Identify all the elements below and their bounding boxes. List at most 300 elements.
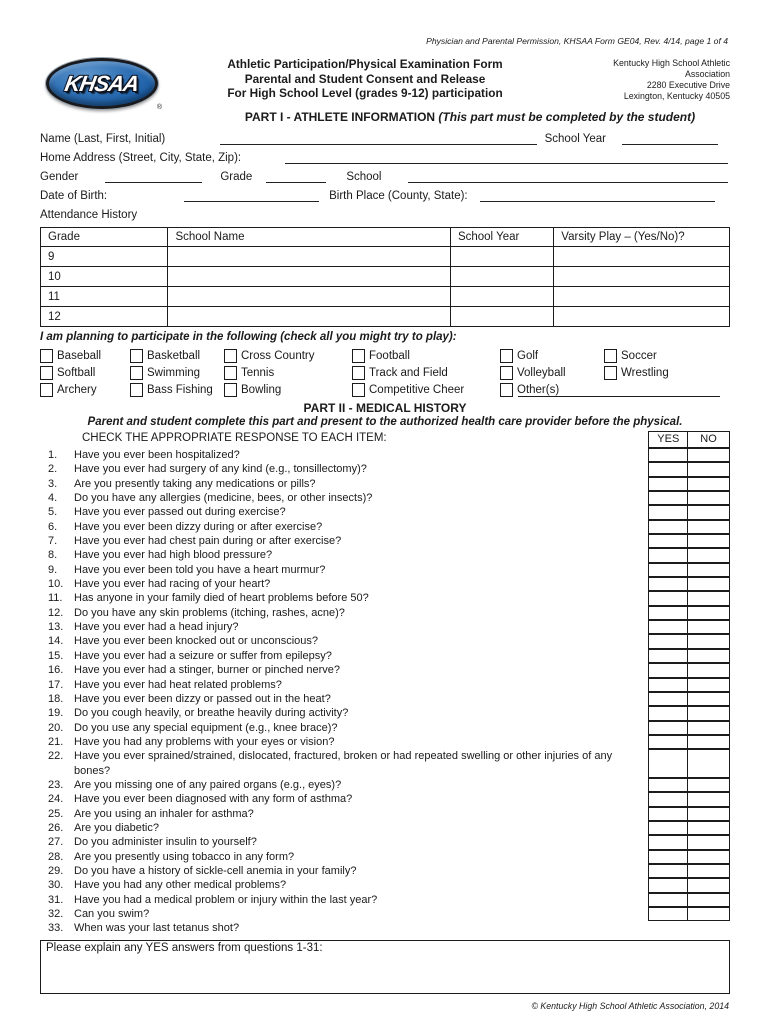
question-row bbox=[40, 477, 730, 491]
birth-place-label: Birth Place (County, State): bbox=[329, 190, 468, 202]
checkbox[interactable] bbox=[500, 383, 513, 397]
attendance-header-varsity: Varsity Play – (Yes/No)? bbox=[554, 228, 730, 247]
question-number: 31. bbox=[48, 893, 64, 906]
sport-option-wrestling bbox=[604, 364, 730, 381]
attendance-grade-cell: 10 bbox=[41, 267, 168, 287]
question-text: When was your last tetanus shot? bbox=[74, 922, 240, 935]
yes-answer-cell[interactable] bbox=[648, 563, 688, 577]
question-number: 30. bbox=[48, 879, 64, 892]
spacer bbox=[687, 921, 730, 935]
yes-answer-cell[interactable] bbox=[648, 792, 688, 806]
question-text: Do you have a history of sickle-cell anemia in your family? bbox=[74, 864, 357, 877]
question-row bbox=[40, 821, 730, 835]
birth-place-input-line[interactable] bbox=[480, 201, 715, 202]
question-number: 20. bbox=[48, 721, 64, 734]
no-answer-cell[interactable] bbox=[687, 821, 730, 835]
sports-column bbox=[40, 347, 130, 398]
no-answer-cell[interactable] bbox=[687, 620, 730, 634]
attendance-history-label: Attendance History bbox=[40, 209, 138, 221]
question-row bbox=[40, 735, 730, 749]
question-text: Have you ever been hospitalized? bbox=[74, 449, 240, 461]
checkbox[interactable] bbox=[130, 383, 143, 397]
gender-input-line[interactable] bbox=[105, 182, 202, 183]
question-text: Do you have any skin problems (itching, rashes, acne)? bbox=[74, 606, 345, 619]
attendance-history-row bbox=[40, 204, 730, 223]
question-row bbox=[40, 491, 730, 505]
school-input-line[interactable] bbox=[408, 182, 729, 183]
question-number: 5. bbox=[48, 506, 58, 519]
sport-label: Baseball bbox=[57, 349, 102, 362]
sport-label: Tennis bbox=[241, 366, 275, 379]
question-number: 10. bbox=[48, 578, 64, 591]
sport-label: Golf bbox=[517, 349, 539, 362]
yes-answer-cell[interactable] bbox=[648, 893, 688, 907]
question-row bbox=[40, 505, 730, 519]
question-text: Can you swim? bbox=[74, 908, 150, 920]
question-number: 9. bbox=[48, 563, 58, 576]
question-text: Have you ever passed out during exercise? bbox=[74, 506, 286, 519]
attendance-row bbox=[41, 267, 730, 287]
sport-label: Volleyball bbox=[517, 366, 566, 379]
attendance-grade-cell: 9 bbox=[41, 247, 168, 267]
question-row bbox=[40, 864, 730, 878]
question-text: Have you ever had a head injury? bbox=[74, 621, 239, 634]
no-answer-cell[interactable] bbox=[687, 706, 730, 720]
sport-label: Bowling bbox=[241, 383, 282, 396]
name-row bbox=[40, 128, 730, 147]
attendance-grade-cell: 11 bbox=[41, 287, 168, 307]
question-row bbox=[40, 520, 730, 534]
spacer bbox=[648, 921, 688, 935]
question-text: Have you had any other medical problems? bbox=[74, 879, 287, 892]
sport-option-soccer bbox=[604, 347, 730, 364]
yes-answer-cell[interactable] bbox=[648, 548, 688, 562]
form-meta-line: Physician and Parental Permission, KHSAA Form GE04, Rev. 4/14, page 1 of 4 bbox=[426, 36, 728, 46]
dob-input-line[interactable] bbox=[184, 201, 319, 202]
sport-option-cross-country bbox=[224, 347, 352, 364]
question-number: 1. bbox=[48, 449, 58, 461]
question-text: Are you missing one of any paired organs (e.g., eyes)? bbox=[74, 778, 342, 791]
attendance-table-body bbox=[41, 247, 730, 327]
response-header-row bbox=[40, 431, 730, 448]
sport-label: Archery bbox=[57, 383, 97, 396]
sport-label: Competitive Cheer bbox=[369, 383, 465, 396]
question-text: Have you ever been told you have a heart murmur? bbox=[74, 563, 326, 576]
question-text: Are you using an inhaler for asthma? bbox=[74, 807, 254, 820]
question-number: 23. bbox=[48, 778, 64, 791]
no-answer-cell[interactable] bbox=[687, 462, 730, 476]
question-number: 26. bbox=[48, 821, 64, 834]
yes-answer-cell[interactable] bbox=[648, 620, 688, 634]
no-answer-cell[interactable] bbox=[687, 878, 730, 892]
question-text: Do you administer insulin to yourself? bbox=[74, 836, 257, 849]
yes-answer-cell[interactable] bbox=[648, 606, 688, 620]
sport-label: Basketball bbox=[147, 349, 201, 362]
checkbox[interactable] bbox=[500, 349, 513, 363]
checkbox[interactable] bbox=[224, 349, 237, 363]
attendance-input-cell[interactable] bbox=[168, 267, 450, 287]
sports-instruction: I am planning to participate in the following (check all you might try to play): bbox=[40, 331, 457, 343]
yes-answer-cell[interactable] bbox=[648, 520, 688, 534]
home-address-row bbox=[40, 147, 730, 166]
name-label: Name (Last, First, Initial) bbox=[40, 133, 166, 145]
attendance-row bbox=[41, 247, 730, 267]
sport-label: Football bbox=[369, 349, 410, 362]
explain-box[interactable] bbox=[40, 940, 730, 994]
yes-answer-cell[interactable] bbox=[648, 678, 688, 692]
sport-option-bass-fishing bbox=[130, 381, 224, 398]
yes-answer-cell[interactable] bbox=[648, 749, 688, 778]
copyright-notice: © Kentucky High School Athletic Association, 2014 bbox=[531, 1000, 729, 1011]
question-row bbox=[40, 778, 730, 792]
checkbox[interactable] bbox=[604, 349, 617, 363]
attendance-row bbox=[41, 307, 730, 327]
question-row bbox=[40, 878, 730, 892]
attendance-input-cell[interactable] bbox=[168, 307, 450, 327]
yes-answer-cell[interactable] bbox=[648, 491, 688, 505]
sport-label: Swimming bbox=[147, 366, 201, 379]
question-row bbox=[40, 534, 730, 548]
question-text: Have you ever been knocked out or unconscious? bbox=[74, 635, 318, 648]
attendance-input-cell[interactable] bbox=[168, 287, 450, 307]
question-text: Are you presently taking any medications or pills? bbox=[74, 477, 316, 490]
question-number: 13. bbox=[48, 621, 64, 634]
attendance-header-school-name: School Name bbox=[168, 228, 450, 247]
question-row bbox=[40, 563, 730, 577]
sport-label: Soccer bbox=[621, 349, 657, 362]
no-answer-cell[interactable] bbox=[687, 534, 730, 548]
yes-column-header: YES bbox=[648, 431, 688, 448]
question-row bbox=[40, 921, 730, 935]
yes-answer-cell[interactable] bbox=[648, 692, 688, 706]
question-number: 33. bbox=[48, 922, 64, 935]
org-address-block bbox=[562, 56, 730, 102]
question-number: 12. bbox=[48, 606, 64, 619]
khsaa-logo-oval bbox=[46, 58, 158, 109]
question-row bbox=[40, 620, 730, 634]
explain-label: Please explain any YES answers from questions 1-31: bbox=[46, 941, 323, 954]
question-text: Are you presently using tobacco in any form? bbox=[74, 850, 295, 863]
question-number: 27. bbox=[48, 836, 64, 849]
question-row bbox=[40, 678, 730, 692]
question-row bbox=[40, 850, 730, 864]
question-text: Do you use any special equipment (e.g., knee brace)? bbox=[74, 721, 338, 734]
question-number: 17. bbox=[48, 678, 64, 691]
yes-answer-cell[interactable] bbox=[648, 835, 688, 849]
question-number: 32. bbox=[48, 908, 64, 920]
sport-option-swimming bbox=[130, 364, 224, 381]
yes-answer-cell[interactable] bbox=[648, 448, 688, 462]
question-number: 6. bbox=[48, 520, 58, 533]
question-text: Are you diabetic? bbox=[74, 821, 159, 834]
question-row bbox=[40, 462, 730, 476]
no-answer-cell[interactable] bbox=[687, 649, 730, 663]
checkbox[interactable] bbox=[40, 349, 53, 363]
attendance-grade-cell: 12 bbox=[41, 307, 168, 327]
attendance-input-cell[interactable] bbox=[450, 267, 553, 287]
khsaa-logo-text: KHSAA bbox=[63, 70, 141, 96]
part2-instruction: Parent and student complete this part and present to the authorized health care provider before the physical. bbox=[87, 416, 683, 428]
attendance-header-school-year: School Year bbox=[450, 228, 553, 247]
checkbox[interactable] bbox=[500, 366, 513, 380]
question-number: 15. bbox=[48, 649, 64, 662]
yes-answer-cell[interactable] bbox=[648, 864, 688, 878]
sports-column bbox=[352, 347, 500, 398]
question-number: 3. bbox=[48, 477, 58, 490]
question-row bbox=[40, 634, 730, 648]
question-row bbox=[40, 749, 730, 778]
yes-answer-cell[interactable] bbox=[648, 663, 688, 677]
no-answer-cell[interactable] bbox=[687, 663, 730, 677]
question-text: Have you had a medical problem or injury within the last year? bbox=[74, 893, 378, 906]
yes-answer-cell[interactable] bbox=[648, 878, 688, 892]
question-text: Have you ever had chest pain during or after exercise? bbox=[74, 535, 342, 548]
yes-answer-cell[interactable] bbox=[648, 634, 688, 648]
checkbox[interactable] bbox=[352, 349, 365, 363]
no-answer-cell[interactable] bbox=[687, 807, 730, 821]
no-answer-cell[interactable] bbox=[687, 634, 730, 648]
sports-grid bbox=[40, 347, 730, 398]
question-text: Has anyone in your family died of heart problems before 50? bbox=[74, 592, 369, 605]
question-row bbox=[40, 721, 730, 735]
org-line: Association bbox=[685, 69, 730, 79]
grade-input-line[interactable] bbox=[266, 182, 326, 183]
attendance-input-cell[interactable] bbox=[554, 307, 730, 327]
checkbox[interactable] bbox=[604, 366, 617, 380]
check-response-label: CHECK THE APPROPRIATE RESPONSE TO EACH ITEM: bbox=[82, 432, 387, 444]
attendance-input-cell[interactable] bbox=[554, 287, 730, 307]
others-input-line[interactable] bbox=[518, 396, 720, 397]
question-text: Have you ever had racing of your heart? bbox=[74, 578, 271, 591]
no-answer-cell[interactable] bbox=[687, 749, 730, 778]
school-label: School bbox=[346, 171, 382, 183]
yes-answer-cell[interactable] bbox=[648, 907, 688, 921]
attendance-input-cell[interactable] bbox=[554, 247, 730, 267]
form-title-block bbox=[168, 56, 562, 101]
school-year-label: School Year bbox=[544, 133, 606, 145]
sport-label: Other(s) bbox=[517, 383, 560, 396]
form-header bbox=[40, 56, 730, 109]
no-column-header: NO bbox=[687, 431, 730, 448]
checkbox[interactable] bbox=[224, 366, 237, 380]
sport-option-tennis bbox=[224, 364, 352, 381]
attendance-header-grade: Grade bbox=[41, 228, 168, 247]
question-number: 21. bbox=[48, 735, 64, 748]
form-title-line1: Athletic Participation/Physical Examination Form bbox=[227, 57, 503, 71]
yes-answer-cell[interactable] bbox=[648, 505, 688, 519]
question-row bbox=[40, 591, 730, 605]
question-text: Have you ever sprained/strained, dislocated, fractured, broken or had repeated swelling or other injuries of any bones? bbox=[74, 750, 613, 777]
sport-option-basketball bbox=[130, 347, 224, 364]
question-number: 2. bbox=[48, 463, 58, 476]
question-row bbox=[40, 663, 730, 677]
checkbox[interactable] bbox=[40, 366, 53, 380]
question-text: Have you ever been dizzy or passed out in the heat? bbox=[74, 692, 331, 705]
no-answer-cell[interactable] bbox=[687, 606, 730, 620]
registered-trademark-icon: ® bbox=[156, 104, 162, 111]
sport-label: Cross Country bbox=[241, 349, 315, 362]
question-number: 19. bbox=[48, 707, 64, 720]
yes-answer-cell[interactable] bbox=[648, 649, 688, 663]
org-line: 2280 Executive Drive bbox=[646, 80, 730, 90]
dob-birthplace-row bbox=[40, 185, 730, 204]
checkbox[interactable] bbox=[352, 366, 365, 380]
sport-option-track-and-field bbox=[352, 364, 500, 381]
yes-answer-cell[interactable] bbox=[648, 462, 688, 476]
checkbox[interactable] bbox=[130, 366, 143, 380]
yes-answer-cell[interactable] bbox=[648, 735, 688, 749]
question-text: Have you ever had heat related problems? bbox=[74, 678, 282, 691]
no-answer-cell[interactable] bbox=[687, 692, 730, 706]
no-answer-cell[interactable] bbox=[687, 893, 730, 907]
gender-grade-school-row bbox=[40, 166, 730, 185]
no-answer-cell[interactable] bbox=[687, 792, 730, 806]
no-answer-cell[interactable] bbox=[687, 520, 730, 534]
question-row bbox=[40, 835, 730, 849]
sport-option-competitive-cheer bbox=[352, 381, 500, 398]
no-answer-cell[interactable] bbox=[687, 721, 730, 735]
attendance-input-cell[interactable] bbox=[450, 307, 553, 327]
yes-answer-cell[interactable] bbox=[648, 477, 688, 491]
sport-option-volleyball bbox=[500, 364, 604, 381]
sports-column bbox=[604, 347, 730, 398]
name-input-line[interactable] bbox=[220, 144, 536, 145]
attendance-input-cell[interactable] bbox=[168, 247, 450, 267]
question-row bbox=[40, 577, 730, 591]
home-address-label: Home Address (Street, City, State, Zip): bbox=[40, 152, 242, 164]
question-row bbox=[40, 649, 730, 663]
question-number: 18. bbox=[48, 692, 64, 705]
checkbox[interactable] bbox=[224, 383, 237, 397]
sport-option-archery bbox=[40, 381, 130, 398]
checkbox[interactable] bbox=[40, 383, 53, 397]
no-answer-cell[interactable] bbox=[687, 850, 730, 864]
question-number: 16. bbox=[48, 664, 64, 677]
question-text: Have you ever been dizzy during or after exercise? bbox=[74, 520, 323, 533]
question-text: Do you cough heavily, or breathe heavily during activity? bbox=[74, 707, 349, 720]
attendance-input-cell[interactable] bbox=[450, 287, 553, 307]
yes-answer-cell[interactable] bbox=[648, 721, 688, 735]
question-text: Have you ever been diagnosed with any form of asthma? bbox=[74, 793, 353, 806]
khsaa-logo bbox=[40, 56, 168, 109]
question-row bbox=[40, 792, 730, 806]
part1-title: PART I - ATHLETE INFORMATION bbox=[244, 110, 436, 124]
no-answer-cell[interactable] bbox=[687, 907, 730, 921]
sport-option-baseball bbox=[40, 347, 130, 364]
question-row bbox=[40, 448, 730, 462]
attendance-header-row bbox=[41, 228, 730, 247]
yes-answer-cell[interactable] bbox=[648, 778, 688, 792]
no-answer-cell[interactable] bbox=[687, 491, 730, 505]
question-text: Have you ever had a seizure or suffer from epilepsy? bbox=[74, 649, 332, 662]
question-row bbox=[40, 548, 730, 562]
sports-column bbox=[224, 347, 352, 398]
question-number: 7. bbox=[48, 535, 58, 548]
sport-label: Bass Fishing bbox=[147, 383, 213, 396]
question-number: 22. bbox=[48, 750, 64, 763]
question-text: Have you had any problems with your eyes or vision? bbox=[74, 735, 335, 748]
part1-heading bbox=[210, 110, 730, 124]
no-answer-cell[interactable] bbox=[687, 505, 730, 519]
sport-option-football bbox=[352, 347, 500, 364]
grade-label: Grade bbox=[220, 171, 253, 183]
no-answer-cell[interactable] bbox=[687, 864, 730, 878]
attendance-input-cell[interactable] bbox=[450, 247, 553, 267]
sport-option-bowling bbox=[224, 381, 352, 398]
questions-list bbox=[40, 448, 730, 936]
attendance-input-cell[interactable] bbox=[554, 267, 730, 287]
yes-answer-cell[interactable] bbox=[648, 577, 688, 591]
no-answer-cell[interactable] bbox=[687, 678, 730, 692]
sport-option-golf bbox=[500, 347, 604, 364]
question-number: 4. bbox=[48, 492, 58, 505]
sport-label: Track and Field bbox=[369, 366, 448, 379]
org-line: Lexington, Kentucky 40505 bbox=[623, 91, 730, 101]
home-address-input-line[interactable] bbox=[285, 163, 728, 164]
question-number: 29. bbox=[48, 864, 64, 877]
attendance-row bbox=[41, 287, 730, 307]
no-answer-cell[interactable] bbox=[687, 735, 730, 749]
question-number: 25. bbox=[48, 807, 64, 820]
sports-column bbox=[130, 347, 224, 398]
yes-answer-cell[interactable] bbox=[648, 850, 688, 864]
yes-answer-cell[interactable] bbox=[648, 807, 688, 821]
question-row bbox=[40, 893, 730, 907]
question-text: Have you ever had high blood pressure? bbox=[74, 549, 273, 562]
question-number: 28. bbox=[48, 850, 64, 863]
no-answer-cell[interactable] bbox=[687, 835, 730, 849]
checkbox[interactable] bbox=[352, 383, 365, 397]
sports-column bbox=[500, 347, 604, 398]
question-text: Have you ever had a stinger, burner or pinched nerve? bbox=[74, 664, 340, 677]
form-title-line2: Parental and Student Consent and Release bbox=[244, 71, 486, 86]
no-answer-cell[interactable] bbox=[687, 477, 730, 491]
no-answer-cell[interactable] bbox=[687, 563, 730, 577]
question-number: 11. bbox=[48, 592, 63, 605]
question-row bbox=[40, 907, 730, 921]
question-number: 8. bbox=[48, 549, 58, 562]
sport-label: Wrestling bbox=[621, 366, 669, 379]
no-answer-cell[interactable] bbox=[687, 591, 730, 605]
no-answer-cell[interactable] bbox=[687, 548, 730, 562]
gender-label: Gender bbox=[40, 171, 79, 183]
sport-label: Softball bbox=[57, 366, 96, 379]
no-answer-cell[interactable] bbox=[687, 448, 730, 462]
org-line: Kentucky High School Athletic bbox=[613, 58, 730, 68]
yes-answer-cell[interactable] bbox=[648, 821, 688, 835]
question-number: 24. bbox=[48, 793, 64, 806]
question-text: Do you have any allergies (medicine, bees, or other insects)? bbox=[74, 492, 373, 505]
question-row bbox=[40, 606, 730, 620]
attendance-table bbox=[40, 227, 730, 327]
yes-answer-cell[interactable] bbox=[648, 591, 688, 605]
part1-note: (This part must be completed by the student) bbox=[438, 110, 696, 124]
yes-answer-cell[interactable] bbox=[648, 706, 688, 720]
dob-label: Date of Birth: bbox=[40, 190, 108, 202]
school-year-input-line[interactable] bbox=[622, 144, 718, 145]
question-row bbox=[40, 807, 730, 821]
sport-option-softball bbox=[40, 364, 130, 381]
no-answer-cell[interactable] bbox=[687, 778, 730, 792]
yes-answer-cell[interactable] bbox=[648, 534, 688, 548]
form-title-line3: For High School Level (grades 9-12) participation bbox=[227, 86, 503, 100]
checkbox[interactable] bbox=[130, 349, 143, 363]
question-row bbox=[40, 692, 730, 706]
question-text: Have you ever had surgery of any kind (e.g., tonsillectomy)? bbox=[74, 463, 367, 476]
question-row bbox=[40, 706, 730, 720]
no-answer-cell[interactable] bbox=[687, 577, 730, 591]
question-number: 14. bbox=[48, 635, 64, 648]
